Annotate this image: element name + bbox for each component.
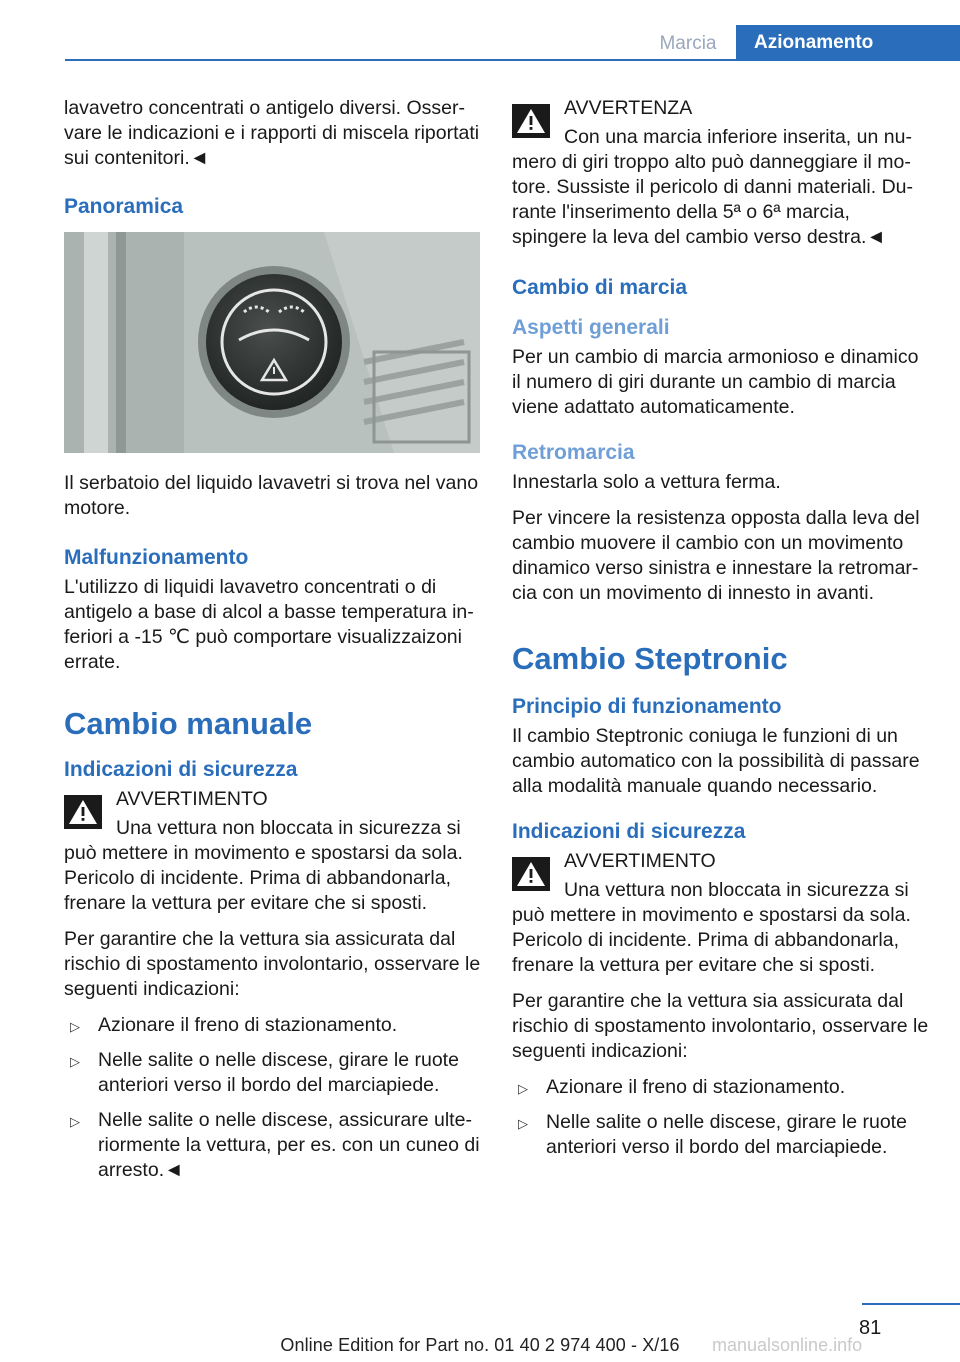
triangle-bullet-icon: ▷ (70, 1054, 80, 1069)
aspetti-paragraph: Per un cambio di marcia armonioso e dinamico il numero di giri durante un cambio di marcia viene adattato automaticamente. (512, 346, 919, 418)
malfunzionamento-paragraph: L'utilizzo di liquidi lavavetro concentrati o di antigelo a base di alcol a basse temperatura inferiori a -15 ℃ può comportare visualizzaizoni errate. (64, 576, 474, 673)
watermark: manualsonline.info (712, 1335, 863, 1355)
triangle-bullet-icon: ▷ (70, 1114, 80, 1129)
heading-cambio-steptronic: Cambio Steptronic (512, 641, 788, 676)
warning-text: Una vettura non bloccata in sicurezza si può mettere in movimento e spostarsi da sola. Pericolo di incidente. Prima di abbandonarla, frenare la vettura per evitare che si sposti. (512, 879, 911, 976)
safety-paragraph: Per garantire che la vettura sia assicurata dal rischio di spostamento involontario, osservare le seguenti indicazioni: (64, 928, 481, 1000)
warning-title: AVVERTIMENTO (116, 788, 268, 810)
warning-triangle-icon (512, 857, 550, 891)
retromarcia-paragraph-1: Innestarla solo a vettura ferma. (512, 471, 781, 493)
heading-cambio-manuale: Cambio manuale (64, 706, 313, 741)
heading-principio-funzionamento: Principio di funzionamento (512, 695, 782, 718)
warning-block (64, 787, 482, 916)
list-item: ▷ Nelle salite o nelle discese, girare le ruote anteriori verso il bordo del marciapiede. (70, 1049, 459, 1096)
left-column (64, 96, 482, 1193)
triangle-bullet-icon: ▷ (70, 1019, 80, 1034)
heading-indicazioni-sicurezza-2: Indicazioni di sicurezza (512, 820, 746, 843)
intro-paragraph: lavavetro concentrati o antigelo diversi. Osservare le indicazioni e i rapporti di miscela riportati sui contenitori.◄ (64, 97, 480, 169)
header-chapter-tab[interactable]: Azionamento (736, 25, 960, 61)
heading-retromarcia: Retromarcia (512, 441, 635, 464)
retromarcia-paragraph-2: Per vincere la resistenza opposta dalla leva del cambio muovere il cambio con un movimento dinamico verso sinistra e innestare la retromarcia con un movimento di innesto in avanti. (512, 507, 920, 604)
figure-caption: Il serbatoio del liquido lavavetri si trova nel vano motore. (64, 472, 479, 519)
footer-divider (862, 1303, 960, 1305)
warning-block (512, 96, 930, 250)
warning-title: AVVERTENZA (564, 97, 693, 119)
warning-title: AVVERTIMENTO (564, 850, 716, 872)
principio-paragraph: Il cambio Steptronic coniuga le funzioni di un cambio automatico con la possibilità di passare alla modalità manuale quando necessario. (512, 725, 920, 797)
heading-aspetti-generali: Aspetti generali (512, 316, 670, 339)
footer-edition: Online Edition for Part no. 01 40 2 974 400 - X/16 (280, 1335, 680, 1355)
washer-reservoir-image (64, 232, 480, 453)
warning-block (512, 849, 930, 978)
safety-paragraph: Per garantire che la vettura sia assicurata dal rischio di spostamento involontario, osservare le seguenti indicazioni: (512, 990, 929, 1062)
list-item: ▷ Azionare il freno di stazionamento. (512, 1075, 930, 1100)
right-column (512, 96, 930, 1170)
triangle-bullet-icon: ▷ (518, 1081, 528, 1096)
warning-triangle-icon (64, 795, 102, 829)
heading-panoramica: Panoramica (64, 195, 184, 218)
warning-text: Con una marcia inferiore inserita, un numero di giri troppo alto può danneggiare il motore. Sussiste il pericolo di danni materiali. Durante l'inserimento della 5ª o 6ª marcia, spingere la leva del cambio verso destra.◄ (512, 126, 914, 248)
triangle-bullet-icon: ▷ (518, 1116, 528, 1131)
safety-list (512, 1075, 930, 1160)
heading-indicazioni-sicurezza: Indicazioni di sicurezza (64, 758, 298, 781)
header-section-tab[interactable]: Marcia (659, 33, 717, 54)
safety-list (64, 1013, 482, 1183)
page-number: 81 (859, 1317, 882, 1339)
heading-malfunzionamento: Malfunzionamento (64, 546, 249, 569)
list-item: ▷ Azionare il freno di stazionamento. (64, 1013, 482, 1038)
warning-triangle-icon (512, 104, 550, 138)
warning-text: Una vettura non bloccata in sicurezza si può mettere in movimento e spostarsi da sola. Pericolo di incidente. Prima di abbandonarla, frenare la vettura per evitare che si sposti. (64, 817, 463, 914)
heading-cambio-marcia: Cambio di marcia (512, 276, 688, 299)
list-item: ▷ Nelle salite o nelle discese, girare le ruote anteriori verso il bordo del marciapiede. (518, 1111, 907, 1158)
list-item: ▷ Nelle salite o nelle discese, assicurare ulteriormente la vettura, per es. con un cuneo di arresto.◄ (70, 1109, 480, 1181)
header-divider (65, 59, 960, 61)
